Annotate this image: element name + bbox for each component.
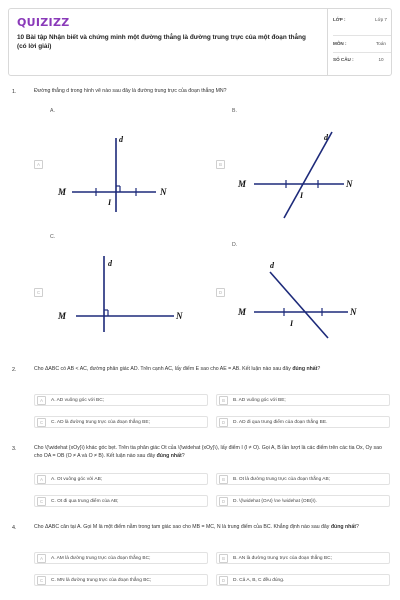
q4-option-a-text: A. AM là đường trung trực của đoạn thẳng BC; (51, 556, 151, 561)
q4-option-d-checkbox[interactable]: D (219, 576, 228, 585)
q4-option-b-checkbox[interactable]: B (219, 554, 228, 563)
q1-option-a-checkbox[interactable]: A (34, 160, 43, 169)
worksheet-title: 10 Bài tập Nhận biết và chứng minh một đường thẳng là đường trung trực của một đoạn thẳng (có lời giải) (17, 34, 306, 50)
q2-option-d-text: D. AD đi qua trung điểm của đoạn thẳng BE. (233, 420, 328, 425)
question-4-number: 4. (12, 525, 17, 531)
label-i: I (290, 319, 294, 328)
q1-option-b-label: B. (232, 108, 237, 114)
label-n: N (160, 187, 167, 197)
q1-option-d-label: D. (232, 242, 238, 248)
q3-option-a-checkbox[interactable]: A (37, 475, 46, 484)
question-4-stem: Cho ΔABC cân tại A. Gọi M là một điểm nằm trong tam giác sao cho MB = MC, N là trung điểm của BC. Khẳng định nào sau đây (34, 524, 331, 530)
q2-option-c[interactable] (34, 416, 208, 428)
q2-option-a[interactable] (34, 394, 208, 406)
question-3-text (34, 445, 388, 460)
q3-option-b[interactable] (216, 473, 390, 485)
label-i: I (108, 198, 112, 207)
label-n: N (176, 311, 183, 321)
question-2-number: 2. (12, 367, 17, 373)
q3-option-b-text: B. Ot là đường trung trực của đoạn thẳng AB; (233, 477, 331, 482)
q2-option-c-checkbox[interactable]: C (37, 418, 46, 427)
q2-option-c-text: C. AD là đường trung trực của đoạn thẳng BE; (51, 420, 150, 425)
q3-option-d-checkbox[interactable]: D (219, 497, 228, 506)
q3-option-d-text: D. \(\widehat {OAI} \ne \widehat {OBI}\). (233, 499, 317, 504)
label-d: d (270, 261, 274, 270)
q3-option-c-text: C. Ot đi qua trung điểm của AB; (51, 499, 119, 504)
q1-option-c-label: C. (50, 234, 56, 240)
q1-option-b-checkbox[interactable]: B (216, 160, 225, 169)
q2-option-b-checkbox[interactable]: B (219, 396, 228, 405)
q1-option-d-checkbox[interactable]: D (216, 288, 225, 297)
quizizz-logo: QUIZIZZ (17, 16, 70, 29)
q1-figure-a (56, 128, 176, 218)
q2-option-d[interactable] (216, 416, 390, 428)
question-1-number: 1. (12, 89, 17, 95)
q1-option-a-label: A. (50, 108, 55, 114)
question-2-tail: ? (317, 366, 321, 372)
meta-separator (333, 35, 391, 36)
label-m: M (58, 311, 67, 321)
label-m: M (238, 179, 247, 189)
label-d: d (108, 259, 112, 268)
question-3-stem: Cho \(\widehat {xOy}\) khác góc bẹt. Trên tia phân giác Ot của \(\widehat {xOy}\), lấy điểm I (I ≠ O). Gọi A, B lần lượt là các điểm trên các tia Ox, Oy sao cho OA = OB (O ≠ A và O ≠ B). Kết luận nào sau đây (34, 445, 382, 459)
meta-separator (333, 52, 391, 53)
q2-option-d-checkbox[interactable]: D (219, 418, 228, 427)
q3-option-c-checkbox[interactable]: C (37, 497, 46, 506)
question-4-text (34, 524, 388, 532)
q2-option-b-text: B. AD vuông góc với BE; (233, 398, 286, 403)
q4-option-a[interactable] (34, 552, 208, 564)
question-1-text: Đường thẳng d trong hình vẽ nào sau đây là đường trung trực của đoạn thẳng MN? (34, 88, 227, 94)
q4-option-a-checkbox[interactable]: A (37, 554, 46, 563)
socau-value: 10 (378, 57, 384, 62)
worksheet-header (8, 8, 392, 76)
q1-figure-d (236, 258, 376, 342)
question-3-tail: ? (181, 452, 185, 459)
q4-option-b[interactable] (216, 552, 390, 564)
label-n: N (350, 307, 357, 317)
label-d: d (324, 133, 328, 142)
q4-option-c-checkbox[interactable]: C (37, 576, 46, 585)
label-d: d (119, 135, 123, 144)
q2-option-a-text: A. AD vuông góc với BC; (51, 398, 105, 403)
q3-option-c[interactable] (34, 495, 208, 507)
socau-label: SỐ CÂU : (333, 57, 354, 62)
label-i: I (300, 191, 304, 200)
header-divider (327, 9, 328, 75)
q4-option-c-text: C. MN là đường trung trực của đoạn thẳng BC; (51, 578, 152, 583)
q4-option-b-text: B. AN là đường trung trực của đoạn thẳng BC; (233, 556, 332, 561)
q3-option-a-text: A. Ot vuông góc với AB; (51, 477, 103, 482)
q3-option-d[interactable] (216, 495, 390, 507)
question-2-emphasis: đúng nhất (292, 366, 318, 372)
question-2-stem: Cho ΔABC có AB < AC, đường phân giác AD. Trên cạnh AC, lấy điểm E sao cho AE = AB. Kết luận nào sau đây (34, 366, 293, 372)
question-2-text (34, 366, 388, 374)
q1-option-c-checkbox[interactable]: C (34, 288, 43, 297)
question-3-emphasis: đúng nhất (156, 452, 182, 459)
label-m: M (238, 307, 247, 317)
mon-value: Toán (376, 41, 386, 46)
q1-figure-b (236, 128, 376, 222)
q1-figure-c (56, 254, 196, 334)
q3-option-a[interactable] (34, 473, 208, 485)
q4-option-d[interactable] (216, 574, 390, 586)
q2-option-b[interactable] (216, 394, 390, 406)
line-d (284, 132, 332, 218)
label-n: N (346, 179, 353, 189)
q3-option-b-checkbox[interactable]: B (219, 475, 228, 484)
q2-option-a-checkbox[interactable]: A (37, 396, 46, 405)
question-3-number: 3. (12, 446, 17, 452)
question-4-emphasis: đúng nhất (330, 524, 356, 530)
line-d (270, 272, 328, 338)
question-4-tail: ? (355, 524, 359, 530)
label-m: M (58, 187, 67, 197)
q4-option-c[interactable] (34, 574, 208, 586)
mon-label: MÔN : (333, 41, 347, 46)
lop-value: Lớp 7 (375, 17, 387, 22)
lop-label: LỚP : (333, 17, 346, 22)
q4-option-d-text: D. Cả A, B, C đều đúng. (233, 578, 285, 583)
